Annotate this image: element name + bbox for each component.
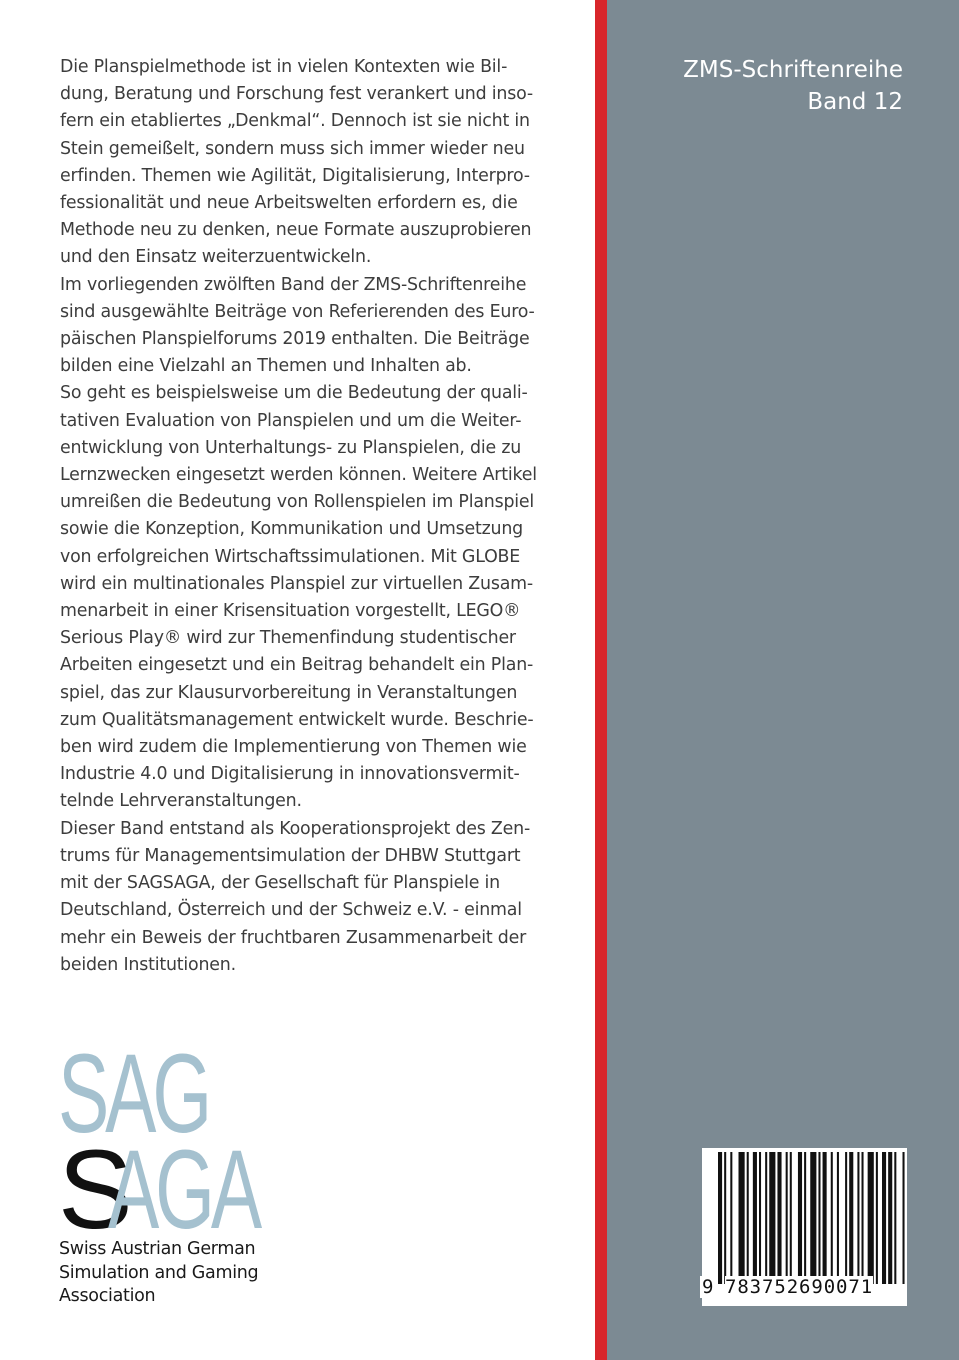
barcode-bars [702, 1148, 907, 1288]
blurb-line: wird ein multinationales Planspiel zur virtuellen Zusam- [60, 573, 533, 594]
red-accent-stripe [595, 0, 607, 1360]
logo-sag-top: SAG [58, 1040, 208, 1156]
logo-caption-line: Simulation and Gaming [59, 1262, 259, 1283]
blurb-line: und den Einsatz weiterzuentwickeln. [60, 247, 372, 268]
barcode-bar [798, 1152, 802, 1284]
barcode-bar [747, 1152, 749, 1284]
blurb-line: umreißen die Bedeutung von Rollenspielen im Planspiel [60, 492, 535, 513]
barcode-number: 783752690071 [725, 1276, 874, 1298]
blurb-line: fessionalität und neue Arbeitswelten erfordern es, die [60, 193, 518, 214]
barcode-bar [849, 1152, 853, 1284]
blurb-line: trums für Managementsimulation der DHBW Stuttgart [60, 845, 521, 866]
blurb-line: sind ausgewählte Beiträge von Referierenden des Euro- [60, 301, 535, 322]
blurb-line: entwicklung von Unterhaltungs- zu Planspielen, die zu [60, 437, 522, 458]
blurb-text [60, 54, 570, 979]
barcode-bar [724, 1152, 726, 1284]
blurb-line: Stein gemeißelt, sondern muss sich immer wieder neu [60, 138, 525, 159]
barcode-bar [857, 1152, 859, 1284]
logo-caption-line: Association [59, 1286, 156, 1306]
barcode-bar [876, 1152, 878, 1284]
blurb-line: tativen Evaluation von Planspielen und um die Weiter- [60, 410, 522, 431]
blurb-line: Methode neu zu denken, neue Formate auszuprobieren [60, 220, 532, 241]
blurb-line: menarbeit in einer Krisensituation vorgestellt, LEGO® [60, 601, 521, 622]
blurb-line: zum Qualitätsmanagement entwickelt wurde. Beschrie- [60, 709, 534, 730]
blurb-line: spiel, das zur Klausurvorbereitung in Veranstaltungen [60, 682, 518, 703]
blurb-line: päischen Planspielforums 2019 enthalten. Die Beiträge [60, 329, 530, 350]
logo-aga-bottom: AGA [108, 1127, 263, 1240]
barcode-bar [786, 1152, 788, 1284]
barcode-bar [810, 1152, 816, 1284]
blurb-line: sowie die Konzeption, Kommunikation und Umsetzung [60, 519, 523, 540]
blurb-line: beiden Institutionen. [60, 954, 236, 975]
blurb-line: Die Planspielmethode ist in vielen Kontexten wie Bil- [60, 57, 508, 77]
sagsaga-logo-mark [58, 1040, 298, 1240]
series-title [683, 54, 903, 118]
barcode-bar [845, 1152, 847, 1284]
blurb-line: erfinden. Themen wie Agilität, Digitalisierung, Interpro- [60, 165, 530, 186]
series-volume: Band 12 [807, 89, 903, 115]
barcode-bar [831, 1152, 833, 1284]
blurb-line: ben wird zudem die Implementierung von Themen wie [60, 737, 527, 758]
barcode-bar [888, 1152, 892, 1284]
blurb-line: telnde Lehrveranstaltungen. [60, 791, 302, 812]
blurb-line: Dieser Band entstand als Kooperationsprojekt des Zen- [60, 818, 531, 839]
barcode-bar [759, 1152, 761, 1284]
barcode-bar [769, 1152, 775, 1284]
barcode-first-digit: 9 [702, 1276, 714, 1298]
barcode-bar [730, 1152, 732, 1284]
barcode-bar [790, 1152, 792, 1284]
blurb-line: dung, Beratung und Forschung fest verankert und inso- [60, 84, 533, 105]
barcode-bar [765, 1152, 767, 1284]
isbn-barcode [702, 1148, 907, 1306]
barcode-bar [882, 1152, 886, 1284]
blurb-line: von erfolgreichen Wirtschaftssimulationen. Mit GLOBE [60, 546, 521, 567]
barcode-bar [903, 1152, 905, 1284]
barcode-bar [777, 1152, 781, 1284]
barcode-bar [739, 1152, 745, 1284]
blurb-line: Industrie 4.0 und Digitalisierung in innovationsvermit- [60, 764, 520, 785]
barcode-bar [818, 1152, 820, 1284]
barcode-bar [823, 1152, 827, 1284]
blurb-line: mit der SAGSAGA, der Gesellschaft für Planspiele in [60, 873, 500, 894]
blurb-line: Arbeiten eingesetzt und ein Beitrag behandelt ein Plan- [60, 655, 534, 676]
blurb-line: fern ein etabliertes „Denkmal“. Dennoch ist sie nicht in [60, 111, 530, 132]
blurb-line: Deutschland, Österreich und der Schweiz e.V. - einmal [60, 900, 522, 921]
barcode-bar [804, 1152, 806, 1284]
blurb-line: Lernzwecken eingesetzt werden können. Weitere Artikel [60, 465, 537, 486]
barcode-bar [862, 1152, 864, 1284]
blurb-line: bilden eine Vielzahl an Themen und Inhalten ab. [60, 356, 472, 377]
logo-caption-line: Swiss Austrian German [59, 1239, 256, 1259]
blurb-line: mehr ein Beweis der fruchtbaren Zusammenarbeit der [60, 927, 527, 948]
barcode-bar [718, 1152, 722, 1284]
logo-caption [59, 1238, 258, 1309]
blurb-line: Serious Play® wird zur Themenfindung studentischer [60, 628, 516, 649]
barcode-bar [753, 1152, 757, 1284]
series-name: ZMS-Schriftenreihe [683, 57, 903, 83]
logo-s-dark: S [58, 1127, 133, 1240]
blurb-line: So geht es beispielsweise um die Bedeutung der quali- [60, 383, 528, 404]
blurb-line: Im vorliegenden zwölften Band der ZMS-Schriftenreihe [60, 274, 527, 295]
barcode-bar [837, 1152, 839, 1284]
barcode-bar [894, 1152, 896, 1284]
barcode-bar [868, 1152, 874, 1284]
